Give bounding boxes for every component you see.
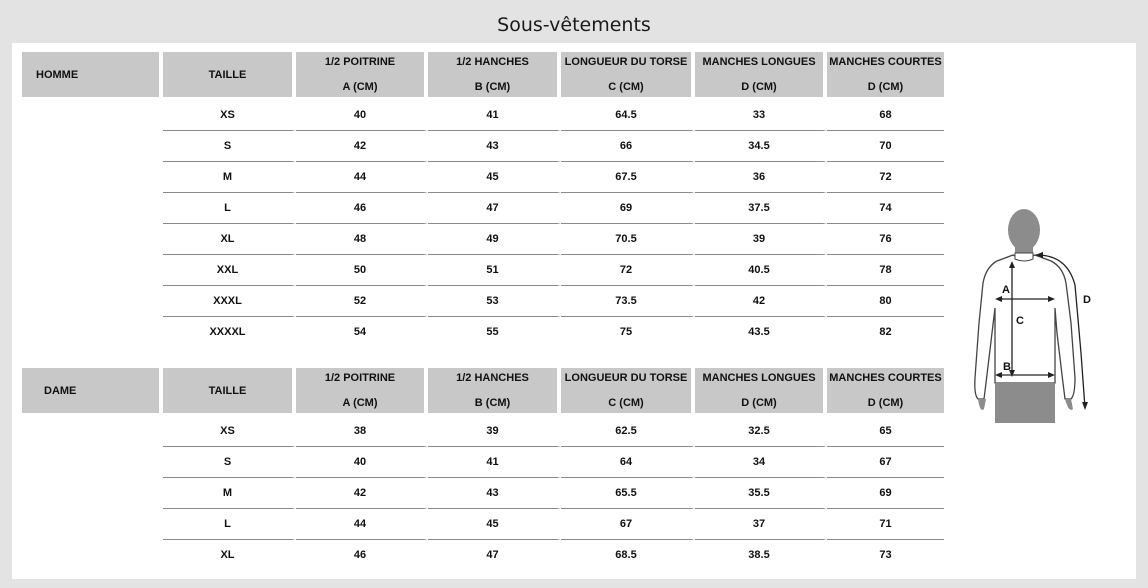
measurement-cell: 74 xyxy=(827,193,944,224)
measurement-cell: 36 xyxy=(695,162,827,193)
measurement-cell: 62.5 xyxy=(561,416,695,447)
measurement-cell: 67.5 xyxy=(561,162,695,193)
size-cell: XS xyxy=(163,416,296,447)
page-title: Sous-vêtements xyxy=(497,14,651,36)
measurement-cell: 65 xyxy=(827,416,944,447)
group-spacer-cell xyxy=(22,224,163,255)
measurement-cell: 37 xyxy=(695,509,827,540)
measurement-cell: 64 xyxy=(561,447,695,478)
measurement-cell: 47 xyxy=(428,540,561,570)
chest-column-header: 1/2 POITRINE A (CM) xyxy=(296,52,428,97)
chest-column-header: 1/2 POITRINE A (CM) xyxy=(296,368,428,413)
homme-table-body xyxy=(22,97,944,347)
table-row xyxy=(22,416,944,447)
measurement-cell: 39 xyxy=(428,416,561,447)
table-row xyxy=(22,255,944,286)
measure-label-d: D xyxy=(1083,294,1091,306)
table-row xyxy=(22,131,944,162)
measurement-cell: 39 xyxy=(695,224,827,255)
group-spacer-cell xyxy=(22,317,163,347)
long-sleeves-column-header: MANCHES LONGUES D (CM) xyxy=(695,368,827,413)
measurement-cell: 67 xyxy=(561,509,695,540)
group-spacer-cell xyxy=(22,540,163,570)
group-spacer-cell xyxy=(22,193,163,224)
measurement-cell: 68 xyxy=(827,100,944,131)
dame-size-table xyxy=(22,368,944,570)
measurement-cell: 42 xyxy=(296,131,428,162)
table-row xyxy=(22,509,944,540)
measurement-cell: 65.5 xyxy=(561,478,695,509)
measurement-cell: 73 xyxy=(879,549,892,561)
measurement-cell: 35.5 xyxy=(695,478,827,509)
measurement-cell: 68.5 xyxy=(561,540,695,570)
group-spacer-cell xyxy=(22,255,163,286)
group-spacer-cell xyxy=(22,286,163,317)
measure-label-c: C xyxy=(1016,315,1024,327)
size-cell: S xyxy=(163,131,296,162)
group-spacer-cell xyxy=(22,416,163,447)
measurement-cell: 38.5 xyxy=(695,540,827,570)
table-row xyxy=(22,317,944,347)
table-row xyxy=(22,193,944,224)
measurement-cell: 70.5 xyxy=(561,224,695,255)
size-cell: XXXL xyxy=(163,286,296,317)
measurement-cell: 50 xyxy=(296,255,428,286)
group-spacer-cell xyxy=(22,131,163,162)
measurement-cell: 43 xyxy=(428,478,561,509)
measurement-cell: 75 xyxy=(561,317,695,347)
measurement-cell: 69 xyxy=(827,478,944,509)
measurement-cell: 42 xyxy=(296,478,428,509)
measurement-cell: 71 xyxy=(827,509,944,540)
short-sleeves-column-header: MANCHES COURTES D (CM) xyxy=(827,52,944,97)
table-row xyxy=(22,478,944,509)
measurement-cell: 80 xyxy=(827,286,944,317)
size-cell: XL xyxy=(163,540,296,570)
measurement-cell: 46 xyxy=(296,540,428,570)
group-spacer-cell xyxy=(22,509,163,540)
size-cell: XL xyxy=(163,224,296,255)
table-row xyxy=(22,162,944,193)
measurement-cell: 43.5 xyxy=(695,317,827,347)
group-spacer-cell xyxy=(22,162,163,193)
measurement-cell: 37.5 xyxy=(695,193,827,224)
measurement-cell: 54 xyxy=(296,317,428,347)
measurement-cell: 47 xyxy=(428,193,561,224)
measurement-cell: 44 xyxy=(296,509,428,540)
measurement-cell: 40 xyxy=(296,100,428,131)
measure-label-a: A xyxy=(1002,284,1010,296)
torso-length-column-header: LONGUEUR DU TORSE C (CM) xyxy=(561,368,695,413)
size-cell: L xyxy=(163,193,296,224)
measurement-cell: 53 xyxy=(428,286,561,317)
table-row xyxy=(22,286,944,317)
measurement-cell: 43 xyxy=(428,131,561,162)
homme-size-table xyxy=(22,52,944,347)
group-spacer-cell xyxy=(22,447,163,478)
measurement-cell: 55 xyxy=(428,317,561,347)
measurement-cell: 34 xyxy=(695,447,827,478)
measure-label-b: B xyxy=(1003,361,1011,373)
measurement-cell: 66 xyxy=(561,131,695,162)
size-cell: L xyxy=(163,509,296,540)
hips-column-header: 1/2 HANCHES B (CM) xyxy=(428,52,561,97)
measurement-cell: 40.5 xyxy=(695,255,827,286)
measurement-cell: 52 xyxy=(296,286,428,317)
size-cell: XXXXL xyxy=(163,317,296,347)
measurement-cell: 45 xyxy=(428,509,561,540)
size-cell: XXL xyxy=(163,255,296,286)
long-sleeves-column-header: MANCHES LONGUES D (CM) xyxy=(695,52,827,97)
measurement-cell: 78 xyxy=(827,255,944,286)
size-chart-panel xyxy=(12,43,1136,579)
homme-group-label: HOMME xyxy=(22,52,163,97)
measurement-cell: 40 xyxy=(296,447,428,478)
measurement-cell: 45 xyxy=(428,162,561,193)
group-spacer-cell xyxy=(22,100,163,131)
measurement-cell: 73.5 xyxy=(561,286,695,317)
measurement-cell: 64.5 xyxy=(561,100,695,131)
group-spacer-cell xyxy=(22,478,163,509)
table-row xyxy=(22,540,944,570)
measurement-cell: 51 xyxy=(428,255,561,286)
size-cell: M xyxy=(163,162,296,193)
measurement-cell: 41 xyxy=(428,100,561,131)
measurement-cell: 67 xyxy=(827,447,944,478)
measurement-cell: 49 xyxy=(428,224,561,255)
size-column-header: TAILLE xyxy=(163,368,296,413)
size-cell: XS xyxy=(163,100,296,131)
measurement-cell: 72 xyxy=(561,255,695,286)
measurement-cell: 42 xyxy=(695,286,827,317)
measurement-cell: 33 xyxy=(695,100,827,131)
measurement-cell: 48 xyxy=(296,224,428,255)
measurement-cell: 70 xyxy=(827,131,944,162)
measurement-cell: 44 xyxy=(296,162,428,193)
dame-table-body xyxy=(22,413,944,570)
measurement-cell: 69 xyxy=(561,193,695,224)
table-row xyxy=(22,224,944,255)
short-sleeves-column-header: MANCHES COURTES D (CM) xyxy=(827,368,944,413)
size-column-header: TAILLE xyxy=(163,52,296,97)
measurement-cell: 34.5 xyxy=(695,131,827,162)
measurement-cell: 72 xyxy=(827,162,944,193)
measurement-body-icon xyxy=(967,203,1097,423)
table-row xyxy=(22,100,944,131)
measurement-cell: 46 xyxy=(296,193,428,224)
size-cell: M xyxy=(163,478,296,509)
measurement-cell: 76 xyxy=(827,224,944,255)
measurement-cell: 32.5 xyxy=(695,416,827,447)
dame-group-label: DAME xyxy=(22,368,163,413)
measurement-cell: 82 xyxy=(879,326,892,338)
torso-length-column-header: LONGUEUR DU TORSE C (CM) xyxy=(561,52,695,97)
table-row xyxy=(22,447,944,478)
measurement-cell: 41 xyxy=(428,447,561,478)
hips-column-header: 1/2 HANCHES B (CM) xyxy=(428,368,561,413)
measurement-cell: 38 xyxy=(296,416,428,447)
size-cell: S xyxy=(163,447,296,478)
